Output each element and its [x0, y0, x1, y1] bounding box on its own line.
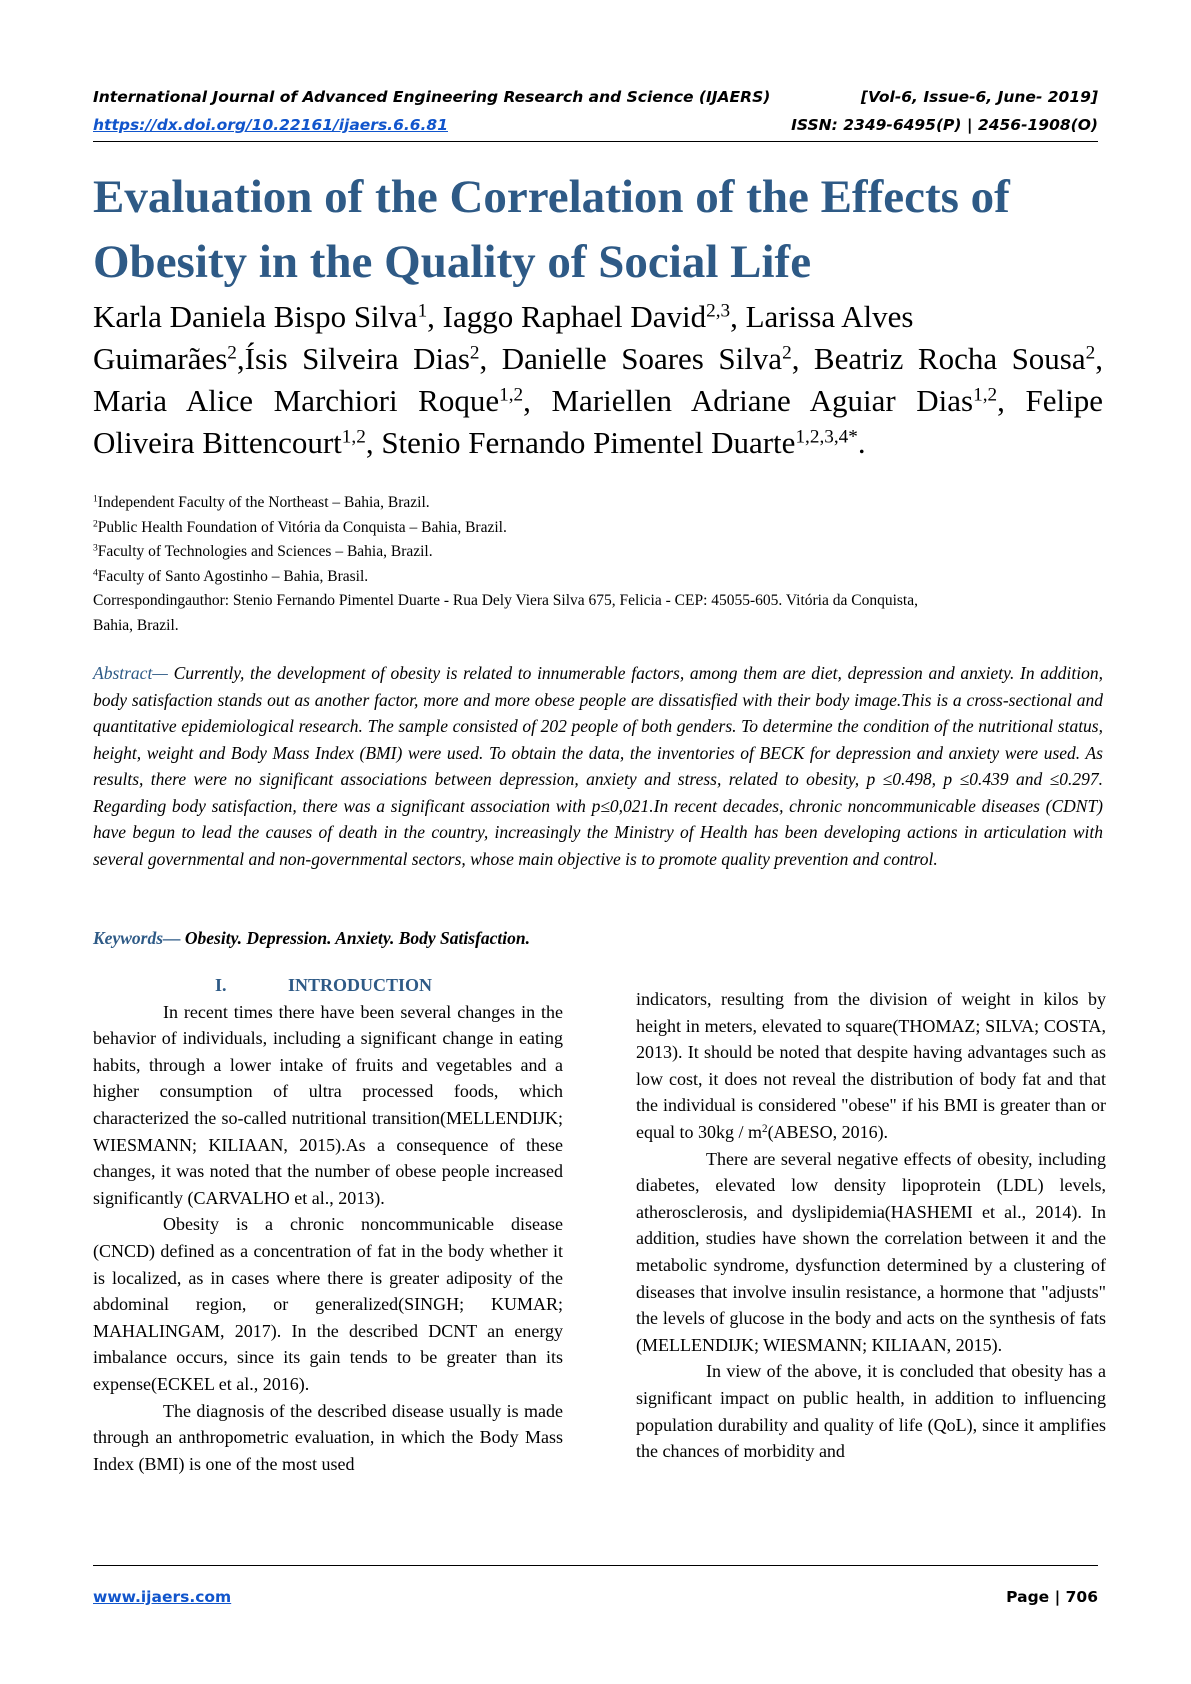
author-name: Oliveira Bittencourt: [93, 425, 342, 460]
affiliations: [93, 491, 1103, 638]
author-name: , Beatriz Rocha Sousa: [791, 341, 1086, 376]
footer-rule: [93, 1565, 1098, 1566]
author-affil-sup: 1,2: [499, 384, 524, 406]
affiliation-sup: 3: [93, 542, 98, 554]
author-line-3: [93, 380, 1103, 422]
author-punct: .: [857, 425, 866, 460]
author-name: ,Ísis Silveira Dias: [236, 341, 470, 376]
paragraph: The diagnosis of the described disease usually is made through an anthropometric evaluation, in which the Body Mass Index (BMI) is one of the most used: [93, 1400, 563, 1474]
header-rule: [93, 141, 1098, 142]
author-list: [93, 296, 1103, 464]
author-line-1: [93, 296, 1103, 338]
author-name: , Danielle Soares Silva: [479, 341, 783, 376]
abstract: [93, 660, 1103, 872]
author-affil-sup: 2: [1085, 342, 1096, 364]
affiliation-text: Faculty of Santo Agostinho – Bahia, Brasil.: [97, 567, 369, 585]
paragraph: In recent times there have been several changes in the behavior of individuals, including a significant change in eating habits, through a lower intake of fruits and vegetables and a higher consumption of ultra processed foods, which characterized the so-called nutritional transition(MELLENDIJK; WIESMANN; KILIAAN, 2015).As a consequence of these changes, it was noted that the number of obese people increased significantly (CARVALHO et al., 2013).: [93, 1001, 563, 1208]
author-name: Karla Daniela Bispo Silva: [93, 299, 418, 334]
keywords: [93, 928, 1103, 949]
author-line-2: [93, 338, 1103, 380]
author-affil-sup: 2: [469, 342, 480, 364]
paragraph-text: (ABESO, 2016).: [767, 1121, 889, 1142]
author-name: , Mariellen Adriane Aguiar Dias: [523, 383, 974, 418]
page-number: Page | 706: [1006, 1588, 1098, 1606]
author-name: , Felipe: [997, 383, 1103, 418]
author-punct: ,: [1095, 341, 1103, 376]
paragraph: Obesity is a chronic noncommunicable disease (CNCD) defined as a concentration of fat in the body whether it is localized, as in cases where there is greater adiposity of the abdominal region, or generalized(SINGH; KUMAR; MAHALINGAM, 2017). In the described DCNT an energy imbalance occurs, since its gain tends to be greater than its expense(ECKEL et al., 2016).: [93, 1214, 563, 1394]
correspondence: Correspondingauthor: Stenio Fernando Pimentel Duarte - Rua Dely Viera Silva 675, Felicia - CEP: 45055-605. Vitória da Conquista,: [93, 592, 918, 609]
keywords-text: Obesity. Depression. Anxiety. Body Satisfaction.: [180, 928, 531, 948]
paragraph: In view of the above, it is concluded that obesity has a significant impact on public health, in addition to influencing population durability and quality of life (QoL), since it amplifies the chances of morbidity and: [636, 1361, 1106, 1462]
author-line-4: [93, 422, 1103, 464]
title-line-2: Obesity in the Quality of Social Life: [93, 236, 812, 288]
website-link[interactable]: www.ijaers.com: [93, 1588, 232, 1606]
title-line-1: Evaluation of the Correlation of the Effects of: [93, 171, 1010, 223]
author-affil-sup: 1,2,3,4*: [795, 426, 858, 448]
paper-title: [93, 165, 1103, 295]
author-affil-sup: 1,2: [973, 384, 998, 406]
affiliation-sup: 4: [93, 567, 98, 579]
volume-issue: [Vol-6, Issue-6, June- 2019]: [860, 88, 1098, 106]
author-name: , Larissa Alves: [730, 299, 914, 334]
correspondence-cont: Bahia, Brazil.: [93, 616, 179, 634]
author-affil-sup: 1,2: [341, 426, 366, 448]
abstract-label: Abstract—: [93, 663, 168, 683]
affiliation-2: [93, 516, 1103, 541]
journal-name: International Journal of Advanced Engineering Research and Science (IJAERS): [93, 88, 771, 106]
paragraph-text: indicators, resulting from the division of weight in kilos by height in meters, elevated to square(THOMAZ; SILVA; COSTA, 2013). It should be noted that despite having advantages such as low cost, it does not reveal the distribution of body fat and that the individual is considered "obese" if his BMI is greater than or equal to 30kg / m: [636, 989, 1106, 1142]
author-affil-sup: 2: [782, 342, 792, 364]
section-heading: [93, 972, 563, 999]
author-name: , Stenio Fernando Pimentel Duarte: [365, 425, 796, 460]
author-name: Maria Alice Marchiori Roque: [93, 383, 500, 418]
paragraph: There are several negative effects of obesity, including diabetes, elevated low density lipoprotein (LDL) levels, atherosclerosis, and dyslipidemia(HASHEMI et al., 2014). In addition, studies have shown the correlation between it and the metabolic syndrome, dysfunction determined by a clustering of diseases that involve insulin resistance, a hormone that "adjusts" the levels of glucose in the body and acts on the synthesis of fats (MELLENDIJK; WIESMANN; KILIAAN, 2015).: [636, 1148, 1106, 1355]
affiliation-3: [93, 540, 1103, 565]
author-affil-sup: 2: [227, 342, 237, 364]
author-name: Guimarães: [93, 341, 228, 376]
affiliation-text: Public Health Foundation of Vitória da Conquista – Bahia, Brazil.: [97, 518, 507, 536]
author-affil-sup: 1: [417, 300, 428, 322]
author-affil-sup: 2,3: [706, 300, 731, 322]
superscript: 2: [761, 1122, 768, 1135]
abstract-text: Currently, the development of obesity is related to innumerable factors, among them are diet, depression and anxiety. In addition, body satisfaction stands out as another factor, more and more obese people are dissatisfied with their body image.This is a cross-sectional and quantitative epidemiological research. The sample consisted of 202 people of both genders. To determine the condition of the nutritional status, height, weight and Body Mass Index (BMI) were used. To obtain the data, the inventories of BECK for depression and anxiety were used. As results, there were no significant associations between depression, anxiety and stress, related to obesity, p ≤0.498, p ≤0.439 and ≤0.297. Regarding body satisfaction, there was a significant association with p≤0,021.In recent decades, chronic noncommunicable diseases (CDNT) have begun to lead the causes of death in the country, increasingly the Ministry of Health has been developing actions in articulation with several governmental and non-governmental sectors, whose main objective is to promote quality prevention and control.: [93, 663, 1103, 869]
author-name: , Iaggo Raphael David: [427, 299, 707, 334]
section-number: I.: [215, 975, 227, 995]
page-footer: [93, 1588, 1098, 1606]
paragraph: [636, 986, 1106, 1146]
right-column: [636, 986, 1106, 1465]
keywords-label: Keywords—: [93, 928, 181, 948]
doi-link[interactable]: https://dx.doi.org/10.22161/ijaers.6.6.81: [93, 116, 448, 134]
affiliation-sup: 1: [93, 493, 98, 505]
affiliation-text: Independent Faculty of the Northeast – Bahia, Brazil.: [97, 494, 430, 511]
affiliation-sup: 2: [93, 518, 98, 530]
left-column: [93, 972, 563, 1477]
affiliation-text: Faculty of Technologies and Sciences – Bahia, Brazil.: [97, 543, 433, 560]
section-title: INTRODUCTION: [288, 975, 433, 995]
affiliation-1: [93, 491, 1103, 516]
issn: ISSN: 2349-6495(P) | 2456-1908(O): [791, 116, 1098, 134]
affiliation-4: [93, 565, 1103, 590]
